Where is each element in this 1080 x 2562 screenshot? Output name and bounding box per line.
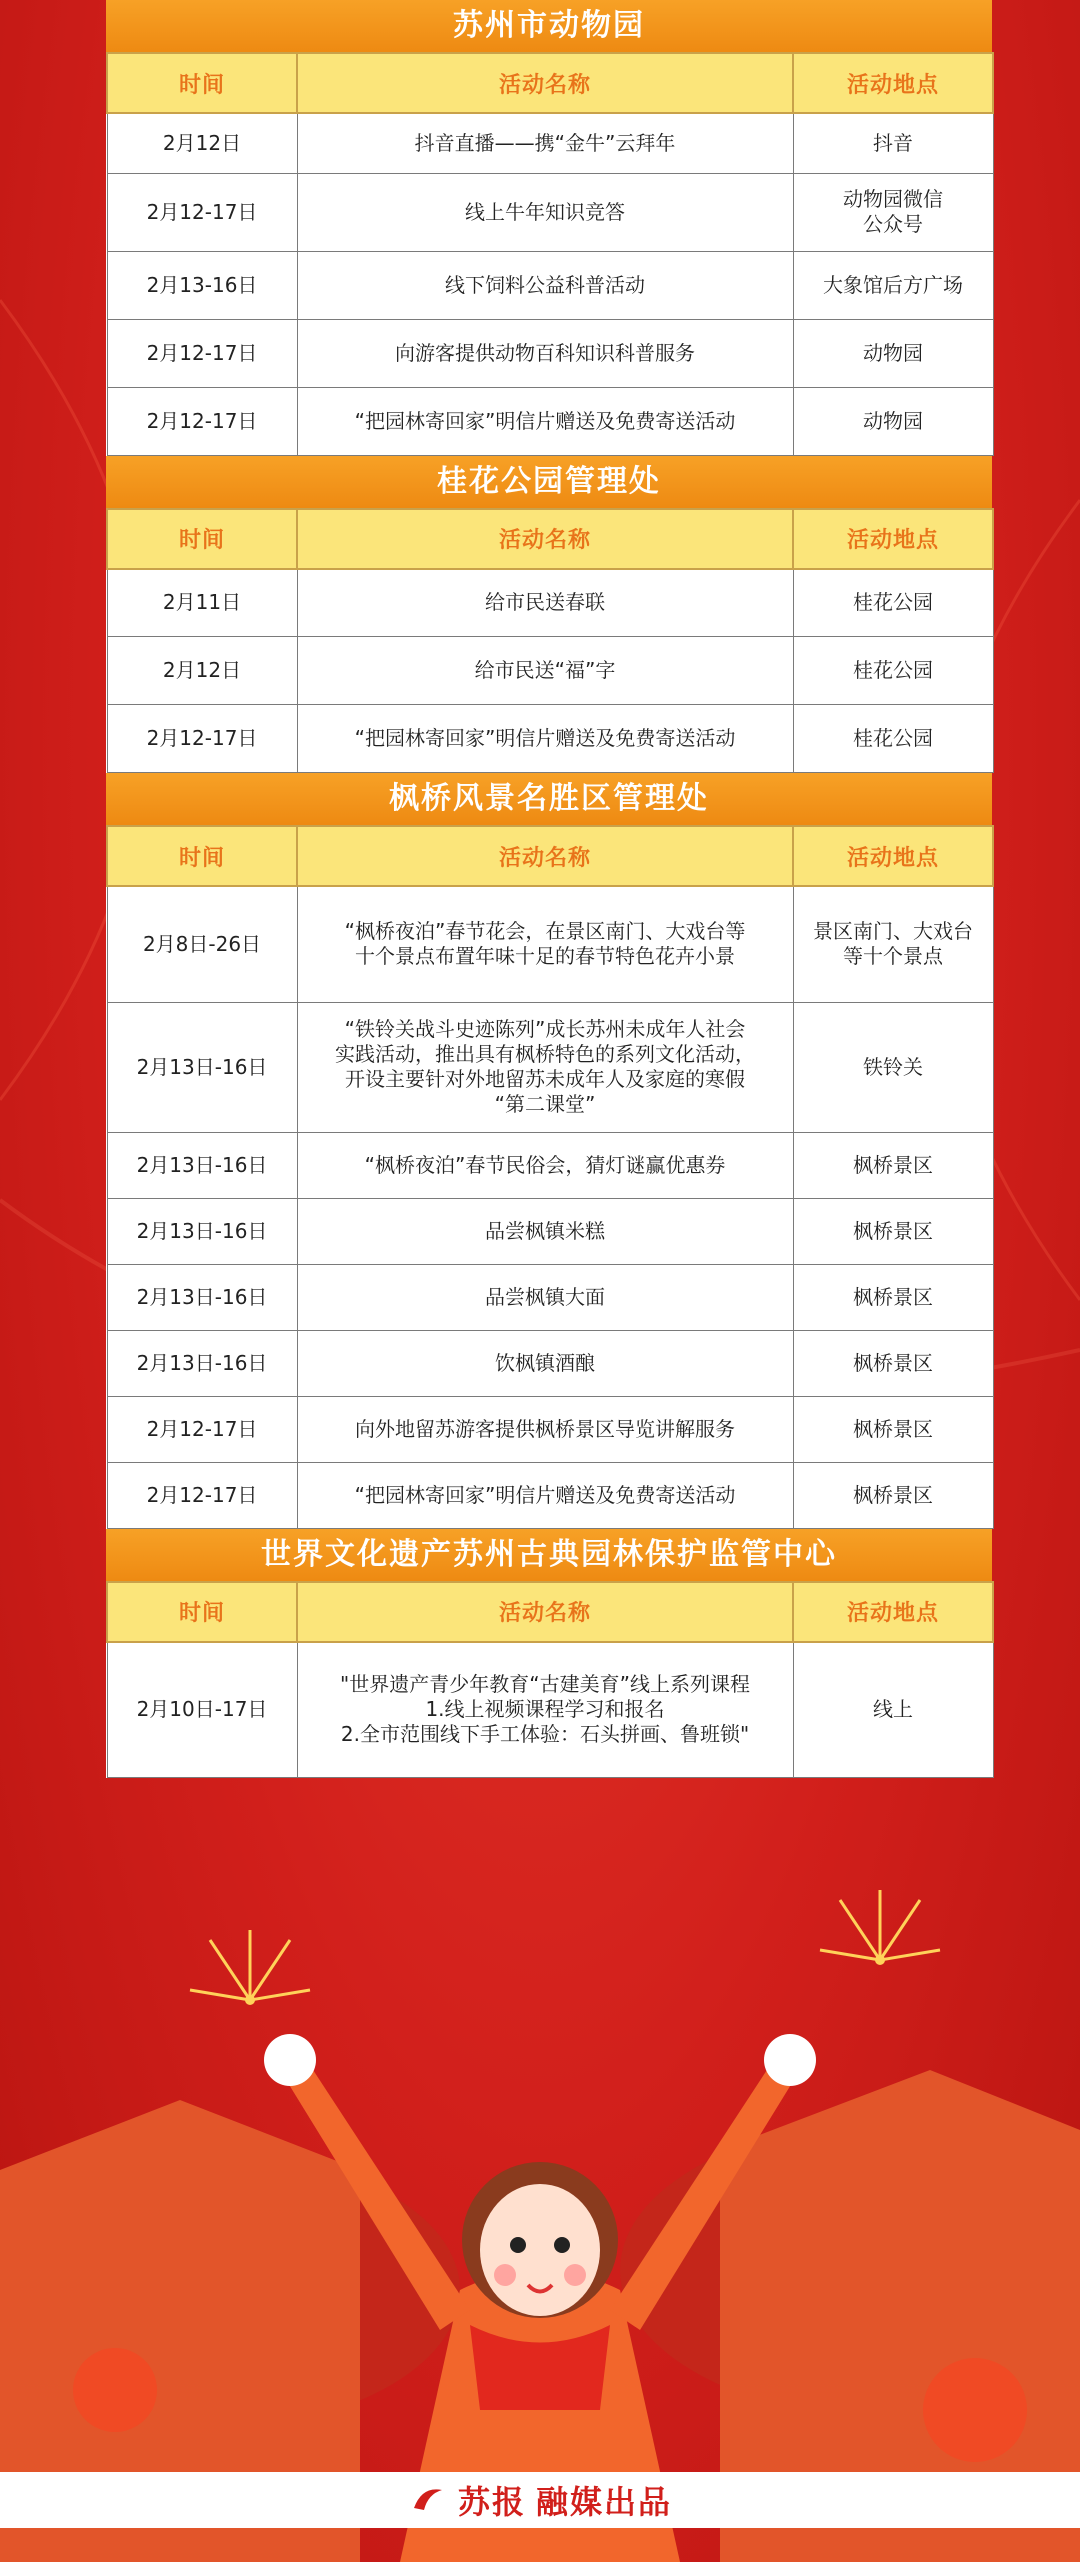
cell-place: 桂花公园 [793,569,993,637]
column-header-name: 活动名称 [297,53,793,113]
activity-table [106,1581,994,1779]
activity-tables [106,0,992,1778]
table-row [107,319,993,387]
footer-brand: 苏报 [457,2483,526,2521]
cell-place: 枫桥景区 [793,1198,993,1264]
section-title: 枫桥风景名胜区管理处 [106,773,992,825]
table-header-row [107,53,993,113]
cell-place: 动物园 [793,319,993,387]
table-row [107,1198,993,1264]
section-title: 世界文化遗产苏州古典园林保护监管中心 [106,1529,992,1581]
cell-place: 抖音 [793,113,993,173]
cell-time: 2月12-17日 [107,387,297,455]
table-row [107,569,993,637]
footer-bar [0,2472,1080,2528]
column-header-time: 时间 [107,509,297,569]
cell-place: 大象馆后方广场 [793,251,993,319]
cell-place: 动物园 [793,387,993,455]
table-header-row [107,826,993,886]
cell-time: 2月13日-16日 [107,1264,297,1330]
cell-time: 2月11日 [107,569,297,637]
cell-activity-name: “把园林寄回家”明信片赠送及免费寄送活动 [297,1462,793,1528]
column-header-name: 活动名称 [297,826,793,886]
cell-place: 景区南门、大戏台 等十个景点 [793,886,993,1002]
cell-place: 线上 [793,1642,993,1778]
section-title: 苏州市动物园 [106,0,992,52]
activity-table [106,508,994,774]
section-title: 桂花公园管理处 [106,456,992,508]
cell-time: 2月12日 [107,637,297,705]
cell-activity-name: 抖音直播——携“金牛”云拜年 [297,113,793,173]
column-header-time: 时间 [107,53,297,113]
cell-time: 2月12日 [107,113,297,173]
cell-time: 2月12-17日 [107,705,297,773]
column-header-place: 活动地点 [793,1582,993,1642]
column-header-place: 活动地点 [793,53,993,113]
cell-activity-name: 向外地留苏游客提供枫桥景区导览讲解服务 [297,1396,793,1462]
cell-activity-name: 给市民送春联 [297,569,793,637]
cell-activity-name: "世界遗产青少年教育“古建美育”线上系列课程 1.线上视频课程学习和报名 2.全市范围线下手工体验：石头拼画、鲁班锁" [297,1642,793,1778]
table-row [107,1462,993,1528]
column-header-time: 时间 [107,1582,297,1642]
table-row [107,1330,993,1396]
cell-activity-name: 品尝枫镇大面 [297,1264,793,1330]
cell-time: 2月13日-16日 [107,1198,297,1264]
cell-activity-name: 向游客提供动物百科知识科普服务 [297,319,793,387]
cell-place: 枫桥景区 [793,1462,993,1528]
column-header-name: 活动名称 [297,509,793,569]
cell-activity-name: “铁铃关战斗史迹陈列”成长苏州未成年人社会 实践活动，推出具有枫桥特色的系列文化活动， 开设主要针对外地留苏未成年人及家庭的寒假 “第二课堂” [297,1002,793,1132]
cell-activity-name: 饮枫镇酒酿 [297,1330,793,1396]
table-row [107,705,993,773]
table-row [107,1642,993,1778]
table-header-row [107,509,993,569]
cell-time: 2月12-17日 [107,319,297,387]
cell-activity-name: 品尝枫镇米糕 [297,1198,793,1264]
table-row [107,173,993,251]
cell-place: 动物园微信 公众号 [793,173,993,251]
cell-time: 2月13-16日 [107,251,297,319]
table-row [107,1396,993,1462]
firework-right-icon [820,1890,940,1965]
cell-activity-name: “把园林寄回家”明信片赠送及免费寄送活动 [297,705,793,773]
column-header-time: 时间 [107,826,297,886]
subao-logo-icon [408,2480,448,2520]
table-row [107,1264,993,1330]
cell-time: 2月13日-16日 [107,1002,297,1132]
firework-left-icon [190,1930,310,2005]
cell-place: 枫桥景区 [793,1396,993,1462]
cell-activity-name: 给市民送“福”字 [297,637,793,705]
new-year-girl-illustration [0,1770,1080,2562]
cell-place: 枫桥景区 [793,1330,993,1396]
table-row [107,637,993,705]
cell-place: 桂花公园 [793,705,993,773]
column-header-place: 活动地点 [793,826,993,886]
cell-time: 2月12-17日 [107,173,297,251]
column-header-place: 活动地点 [793,509,993,569]
cell-activity-name: 线下饲料公益科普活动 [297,251,793,319]
cell-activity-name: 线上牛年知识竞答 [297,173,793,251]
cell-place: 桂花公园 [793,637,993,705]
column-header-name: 活动名称 [297,1582,793,1642]
cell-time: 2月13日-16日 [107,1330,297,1396]
cell-time: 2月8日-26日 [107,886,297,1002]
table-row [107,113,993,173]
cell-place: 枫桥景区 [793,1132,993,1198]
cell-activity-name: “枫桥夜泊”春节花会，在景区南门、大戏台等 十个景点布置年味十足的春节特色花卉小景 [297,886,793,1002]
activity-table [106,52,994,456]
activity-table [106,825,994,1529]
cell-activity-name: “把园林寄回家”明信片赠送及免费寄送活动 [297,387,793,455]
table-row [107,886,993,1002]
table-row [107,251,993,319]
table-row [107,1002,993,1132]
cell-time: 2月12-17日 [107,1396,297,1462]
cell-place: 枫桥景区 [793,1264,993,1330]
cell-time: 2月10日-17日 [107,1642,297,1778]
cell-place: 铁铃关 [793,1002,993,1132]
footer-text: 融媒出品 [536,2483,673,2521]
cell-time: 2月13日-16日 [107,1132,297,1198]
cell-time: 2月12-17日 [107,1462,297,1528]
table-row [107,387,993,455]
cell-activity-name: “枫桥夜泊”春节民俗会，猜灯谜赢优惠券 [297,1132,793,1198]
table-row [107,1132,993,1198]
table-header-row [107,1582,993,1642]
